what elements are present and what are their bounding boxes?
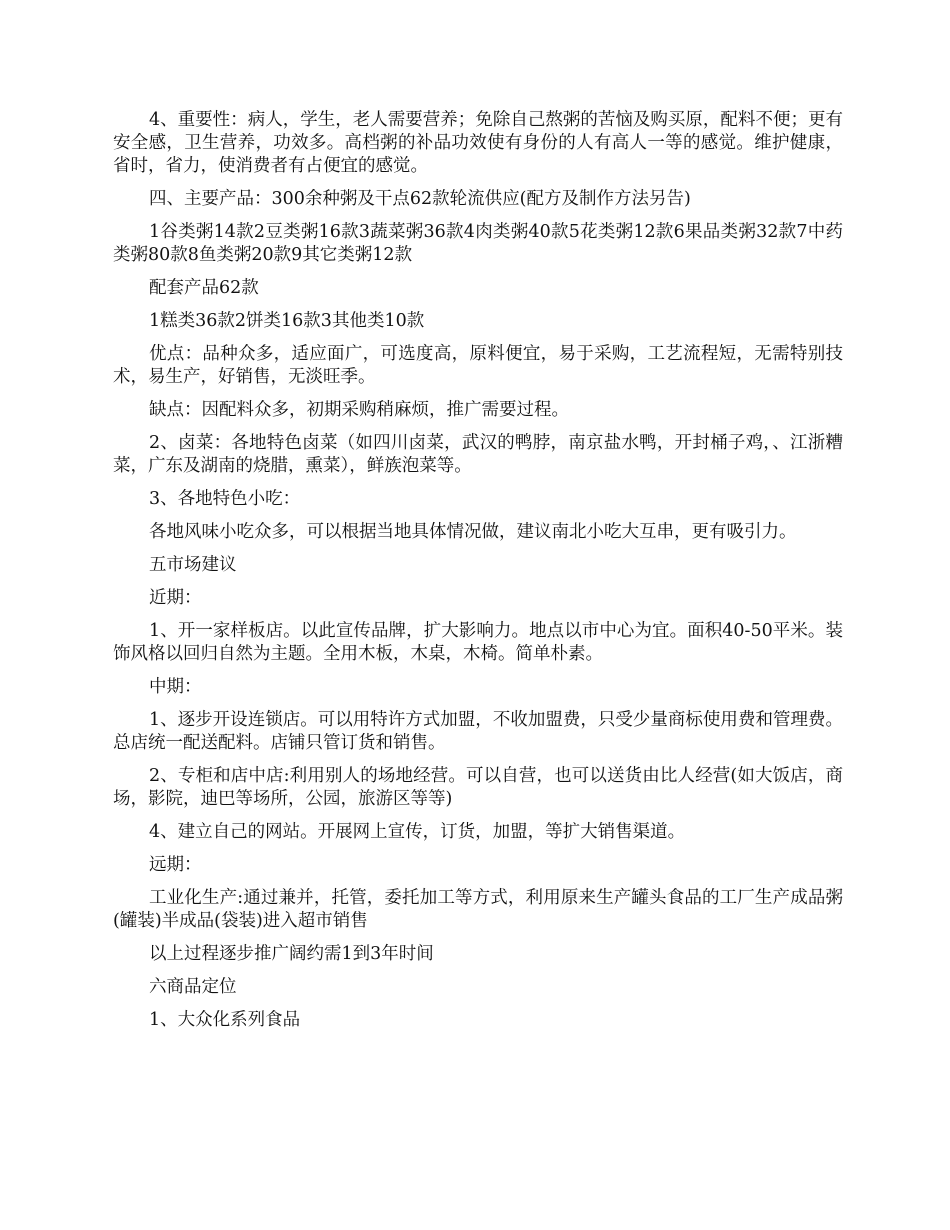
paragraph-counters: 2、专柜和店中店:利用别人的场地经营。可以自营，也可以送货由比人经营(如大饭店，商场，影院，迪巴等场所，公园，旅游区等等)	[113, 766, 843, 809]
section-heading-market-suggestions: 五市场建议	[149, 555, 237, 575]
paragraph-timeline: 以上过程逐步推广阔约需1到3年时间	[149, 944, 434, 964]
paragraph-local-snacks-heading: 3、各地特色小吃：	[149, 489, 301, 509]
section-heading-positioning: 六商品定位	[149, 977, 237, 997]
document-body	[113, 109, 843, 1042]
paragraph-porridge-categories: 1谷类粥14款2豆类粥16款3蔬菜粥36款4肉类粥40款5花类粥12款6果品类粥32款7中药类粥80款8鱼类粥20款9其它类粥12款	[113, 222, 843, 265]
paragraph-braised-dishes: 2、卤菜：各地特色卤菜（如四川卤菜，武汉的鸭脖，南京盐水鸭，开封桶子鸡，、江浙糟菜，广东及湖南的烧腊，熏菜），鲜族泡菜等。	[113, 433, 843, 476]
paragraph-snack-categories: 1糕类36款2饼类16款3其他类10款	[149, 311, 425, 331]
paragraph-supporting-products: 配套产品62款	[149, 278, 259, 298]
paragraph-website: 4、建立自己的网站。开展网上宣传，订货，加盟，等扩大销售渠道。	[149, 822, 686, 842]
paragraph-importance: 4、重要性：病人，学生，老人需要营养；免除自己熬粥的苦恼及购买原，配料不便；更有安全感，卫生营养，功效多。高档粥的补品功效使有身份的人有高人一等的感觉。维护健康，省时，省力，使消费者有占便宜的感觉。	[113, 110, 843, 176]
subheading-mid-term: 中期：	[149, 677, 202, 697]
paragraph-chain-stores: 1、逐步开设连锁店。可以用特许方式加盟，不收加盟费，只受少量商标使用费和管理费。总店统一配送配料。店铺只管订货和销售。	[113, 710, 843, 753]
paragraph-advantages: 优点：品种众多，适应面广，可选度高，原料便宜，易于采购，工艺流程短，无需特别技术，易生产，好销售，无淡旺季。	[113, 344, 843, 387]
paragraph-industrial-production: 工业化生产:通过兼并，托管，委托加工等方式，利用原来生产罐头食品的工厂生产成品粥(罐装)半成品(袋装)进入超市销售	[113, 888, 843, 931]
paragraph-local-snacks: 各地风味小吃众多，可以根据当地具体情况做，建议南北小吃大互串，更有吸引力。	[149, 522, 797, 542]
paragraph-disadvantages: 缺点：因配料众多，初期采购稍麻烦，推广需要过程。	[149, 400, 569, 420]
paragraph-sample-store: 1、开一家样板店。以此宣传品牌，扩大影响力。地点以市中心为宜。面积40-50平米。装饰风格以回归自然为主题。全用木板，木桌，木椅。简单朴素。	[113, 621, 843, 664]
paragraph-mass-market: 1、大众化系列食品	[149, 1010, 301, 1030]
subheading-short-term: 近期：	[149, 588, 202, 608]
subheading-long-term: 远期：	[149, 855, 202, 875]
paragraph-main-products: 四、主要产品：300余种粥及干点62款轮流供应(配方及制作方法另告)	[149, 189, 691, 209]
